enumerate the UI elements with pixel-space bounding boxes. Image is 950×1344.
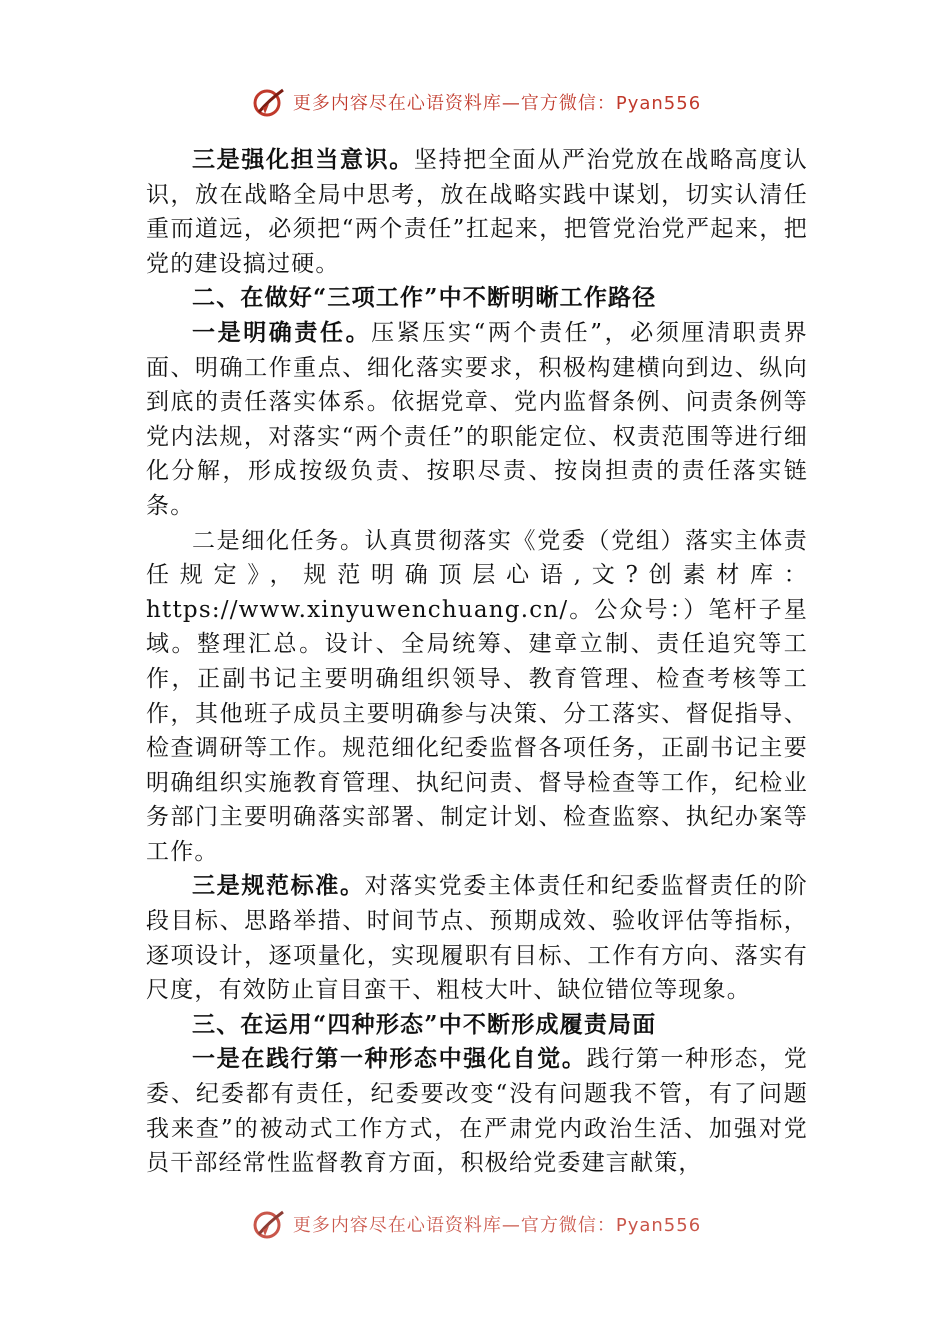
section-heading-3: 三、在运用“四种形态”中不断形成履责局面 bbox=[192, 1010, 657, 1038]
paragraph-3-text: 二是细化任务。认真贯彻落实《党委（党组）落实主体责任规定》，规范明确顶层心语,文?创素材库：https://www.xinyuwenchuang.cn/。公众号：）笔杆子星域。整理汇总。设计、全局统筹、建章立制、责任追究等工作，正副书记主要明确组织领导、教育管理、检查考核等工作，其他班子成员主要明确参与决策、分工落实、督促指导、检查调研等工作。规范细化纪委监督各项任务，正副书记主要明确组织实施教育管理、执纪问责、督导检查等工作，纪检业务部门主要明确落实部署、制定计划、检查监察、执纪办案等工作。 bbox=[146, 527, 808, 865]
paragraph-4-text: 对落实党委主体责任和纪委监督责任的阶段目标、思路举措、时间节点、预期成效、验收评估等指标，逐项设计，逐项量化，实现履职有目标、工作有方向、落实有尺度，有效防止盲目蛮干、粗枝大叶、缺位错位等现象。 bbox=[146, 873, 808, 1004]
brush-logo-icon bbox=[249, 1204, 289, 1244]
footer-watermark-text: 更多内容尽在心语资料库—官方微信：Pyan556 bbox=[292, 1215, 702, 1236]
paragraph-1-lead: 三是强化担当意识。 bbox=[192, 146, 414, 173]
paragraph-2 bbox=[146, 316, 808, 524]
header-watermark bbox=[0, 82, 950, 122]
footer-watermark bbox=[0, 1204, 950, 1244]
header-watermark-text: 更多内容尽在心语资料库—官方微信：Pyan556 bbox=[292, 93, 702, 114]
section-heading-2: 二、在做好“三项工作”中不断明晰工作路径 bbox=[192, 284, 657, 312]
paragraph-3 bbox=[146, 524, 808, 870]
paragraph-4-lead: 三是规范标准。 bbox=[192, 872, 365, 900]
document-body bbox=[146, 143, 808, 1181]
brush-logo-icon bbox=[249, 82, 289, 122]
paragraph-2-lead: 一是明确责任。 bbox=[192, 318, 372, 346]
paragraph-5-lead: 一是在践行第一种形态中强化自觉。 bbox=[192, 1045, 587, 1073]
paragraph-2-text: 压紧压实“两个责任”，必须厘清职责界面、明确工作重点、细化落实要求，积极构建横向到边、纵向到底的责任落实体系。依据党章、党内监督条例、问责条例等党内法规，对落实“两个责任”的职能定位、权责范围等进行细化分解，形成按级负责、按职尽责、按岗担责的责任落实链条。 bbox=[146, 319, 808, 519]
paragraph-5 bbox=[146, 1042, 808, 1180]
paragraph-1-text: 坚持把全面从严治党放在战略高度认识，放在战略全局中思考，放在战略实践中谋划，切实认清任重而道远，必须把“两个责任”扛起来，把管党治党严起来，把党的建设搞过硬。 bbox=[146, 147, 808, 277]
paragraph-4 bbox=[146, 869, 808, 1007]
paragraph-5-text: 践行第一种形态，党委、纪委都有责任，纪委要改变“没有问题我不管，有了问题我来查”的被动式工作方式，在严肃党内政治生活、加强对党员干部经常性监督教育方面，积极给党委建言献策， bbox=[146, 1046, 808, 1177]
paragraph-1 bbox=[146, 143, 808, 281]
